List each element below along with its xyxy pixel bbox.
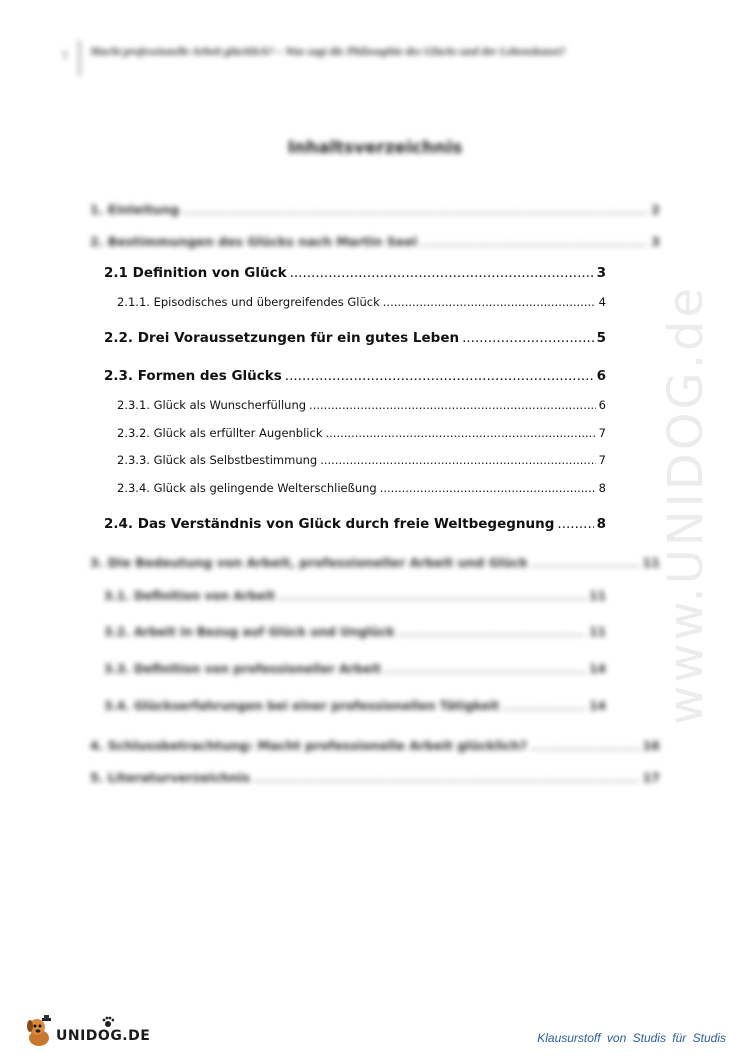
toc-leader xyxy=(383,295,596,309)
toc-entry-2-1 xyxy=(104,265,606,281)
toc-entry-label: 2.3. Formen des Glücks xyxy=(104,368,282,384)
running-header xyxy=(62,40,672,76)
toc-entry-2-3-3 xyxy=(117,453,606,467)
toc-leader xyxy=(325,426,595,440)
toc-entry-2-1-1 xyxy=(117,295,606,309)
logo-text: UNIDOG.DE xyxy=(56,1028,151,1044)
toc-leader xyxy=(309,398,596,412)
toc-entry-label: 2.3.4. Glück als gelingende Welterschließung xyxy=(117,481,377,495)
toc-entry-1 xyxy=(90,202,660,217)
toc-entry-label: 3. Die Bedeutung von Arbeit, professioneller Arbeit und Glück xyxy=(90,555,528,570)
unidog-logo xyxy=(22,1014,152,1050)
toc-leader xyxy=(285,368,594,384)
toc-entry-label: 4. Schlussbetrachtung: Macht professionelle Arbeit glücklich? xyxy=(90,738,528,753)
toc-leader xyxy=(531,555,640,570)
toc-entry-2-4 xyxy=(104,516,606,532)
toc-entry-2-3-1 xyxy=(117,398,606,412)
toc-entry-page: 14 xyxy=(589,699,606,713)
toc-entry-3-4 xyxy=(104,699,606,713)
toc-entry-label: 2.1.1. Episodisches und übergreifendes Glück xyxy=(117,295,380,309)
dog-mascot-icon xyxy=(22,1014,56,1048)
toc-entry-page: 2 xyxy=(651,202,660,217)
toc-entry-page: 6 xyxy=(598,398,606,412)
toc-entry-page: 3 xyxy=(651,234,660,249)
toc-entry-page: 14 xyxy=(589,662,606,676)
toc-entry-page: 11 xyxy=(589,625,606,639)
footer-tagline: Klausurstoff von Studis für Studis xyxy=(537,1031,726,1045)
toc-entry-label: 3.2. Arbeit in Bezug auf Glück und Unglück xyxy=(104,625,395,639)
toc-entry-4 xyxy=(90,738,660,753)
toc-entry-label: 2.1 Definition von Glück xyxy=(104,265,287,281)
toc-entry-3-3 xyxy=(104,662,606,676)
paw-icon xyxy=(102,1016,114,1028)
header-running-title: Macht professionelle Arbeit glücklich? – Was sagt die Philosophie des Glücks und der Lebenskunst? xyxy=(90,46,566,58)
toc-entry-label: 3.4. Glückserfahrungen bei einer professionellen Tätigkeit xyxy=(104,699,500,713)
toc-entry-2-2 xyxy=(104,330,606,346)
toc-entry-2-3-2 xyxy=(117,426,606,440)
toc-entry-page: 4 xyxy=(598,295,606,309)
toc-entry-page: 16 xyxy=(642,738,660,753)
watermark xyxy=(646,270,726,740)
toc-leader xyxy=(380,481,596,495)
toc-entry-label: 2. Bestimmungen des Glücks nach Martin Seel xyxy=(90,234,417,249)
watermark-text: www.UNIDOG.de xyxy=(658,284,714,726)
toc-entry-page: 17 xyxy=(642,770,660,785)
toc-entry-page: 5 xyxy=(596,330,606,346)
header-divider xyxy=(78,40,81,76)
toc-entry-label: 2.3.1. Glück als Wunscherfüllung xyxy=(117,398,307,412)
toc-entry-label: 3.3. Definition von professioneller Arbeit xyxy=(104,662,381,676)
toc-leader xyxy=(557,516,593,532)
toc-entry-page: 7 xyxy=(598,426,606,440)
toc-entry-page: 8 xyxy=(598,481,606,495)
toc-entry-page: 7 xyxy=(598,453,606,467)
toc-entry-label: 5. Literaturverzeichnis xyxy=(90,770,250,785)
toc-entry-5 xyxy=(90,770,660,785)
toc-leader xyxy=(462,330,594,346)
toc-entry-label: 1. Einleitung xyxy=(90,202,180,217)
toc-leader xyxy=(182,202,648,217)
toc-leader xyxy=(290,265,594,281)
toc-entry-label: 2.3.2. Glück als erfüllter Augenblick xyxy=(117,426,323,440)
toc-leader xyxy=(530,738,640,753)
toc-entry-3 xyxy=(90,555,660,570)
toc-leader xyxy=(398,625,587,639)
toc-entry-label: 2.2. Drei Voraussetzungen für ein gutes Leben xyxy=(104,330,460,346)
header-page-number: 1 xyxy=(62,47,68,61)
toc-leader xyxy=(320,453,595,467)
toc-entry-2-3 xyxy=(104,368,606,384)
toc-entry-page: 8 xyxy=(596,516,606,532)
toc-entry-label: 2.3.3. Glück als Selbstbestimmung xyxy=(117,453,318,467)
toc-entry-page: 3 xyxy=(596,265,606,281)
toc-entry-2 xyxy=(90,234,660,249)
toc-leader xyxy=(253,770,640,785)
toc-entry-3-2 xyxy=(104,625,606,639)
toc-entry-page: 11 xyxy=(589,589,606,603)
toc-entry-label: 2.4. Das Verständnis von Glück durch freie Weltbegegnung xyxy=(104,516,555,532)
toc-leader xyxy=(278,589,586,603)
toc-leader xyxy=(384,662,586,676)
toc-entry-page: 6 xyxy=(596,368,606,384)
toc-entry-page: 11 xyxy=(642,555,660,570)
toc-entry-2-3-4 xyxy=(117,481,606,495)
toc-entry-3-1 xyxy=(104,589,606,603)
toc-title: Inhaltsverzeichnis xyxy=(287,138,463,158)
toc-entry-label: 3.1. Definition von Arbeit xyxy=(104,589,276,603)
toc-leader xyxy=(420,234,648,249)
toc-leader xyxy=(502,699,586,713)
